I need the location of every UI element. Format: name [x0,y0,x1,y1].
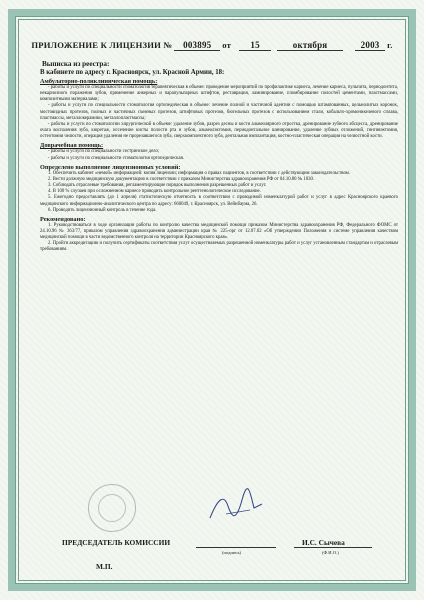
header-title: ПРИЛОЖЕНИЕ К ЛИЦЕНЗИИ № [31,40,173,50]
section-outpatient [26,78,398,140]
paragraph: - работы и услуги по стоматологии хирургической в объеме: удаление зубов, разрез десны и кости альвеолярного отростка, дренирование зубного абсцесса, дренирование очага воспаления зуба, кюретаж, иссечение кисты полости рта и зубов, альвеолэктомия, периодонтальное шинирование, удаление зубных отложений, гингивэктомия, остеотомия челюсти, операция удаления не прорезавшегося зуба, сверхкомплектного зуба, дентальная имплантация, костно-пластическая операция на челюстной кости. [40,121,398,140]
year-suffix: г. [387,40,393,50]
paragraph: - работы и услуги по специальности стоматология терапевтическая в объеме: проведение мероприятий по профилактике кариеса, лечение кариеса, пульпита, периодонтита, некариозного поражения зубов, применение анкерных и парапульпарных штифтов, реставрация, ламинирование, пломбирование полостей цементами, пластмассами, композитными материалами; [40,85,398,103]
signer-name: И.С. Сычева [302,538,345,547]
license-header [26,40,398,51]
name-line [294,547,372,548]
paragraph: 5. Ежегодно предоставлять (до 1 апреля) статистическую отчетность в соответствии с проводимой номенклатурой работ и услуг в адрес Красноярского краевого медицинского информационно-аналитического центра по адресу: 660049, г. Красноярск, ул. Вейнбаума, 26. [40,195,398,207]
extract-title: Выписка из реестра: [42,60,110,68]
signature-caption: (подпись) [222,550,242,555]
paragraph: - работы и услуги по специальности стоматология ортопедическая в объеме: лечение полной и частичной адентии с помощью штампованных, цельнолитых коронок, мостовидных протезов, полных и частичных съемных протезов, штифтовых протезов, бюгельных протезов с использованием стали, кобальто-хромоникелевого сплава, пластмассы, металлокерамики, металлопластмассы; [40,103,398,121]
paragraph: 2. Вести должную медицинскую документацию в соответствии с приказом Министерства здравоохранения РФ от 04.10.80 № 1030. [48,176,315,182]
section-recommended [26,216,398,254]
header-from: от [222,40,232,50]
paragraph: 4. В 100 % случаев при осложненном кариесе проводить контрольное рентгенологическое исследование. [48,189,261,195]
section-title: Определено выполнение лицензионных условий: [40,163,181,171]
section-license-conditions [26,164,398,214]
signature-block [26,534,398,574]
handwritten-signature-icon [206,488,266,526]
license-year: 2003 [355,40,385,51]
license-day: 15 [239,40,271,51]
paragraph: 1. Руководствоваться в ходе организации работы по контролю качества медицинской помощи приказом Министерства здравоохранения РФ, Федерального ФОМС от 24.10.96 № 363/77, приказом управления здравоохранения администрации края № 225-орг от 12.07.02 «Об утверждении Положения о системе управления качеством медицинской помощи в части ведомственного контроля на территории Красноярского края». [40,222,398,241]
paragraph: - работы и услуги по специальности сестринское дело; [48,149,160,155]
section-title: Рекомендовано: [40,215,86,223]
signature-line [196,547,276,548]
paragraph: 2. Пройти аккредитацию и получить сертификаты соответствия услуг осуществляемых разрешенной номенклатуры работ и услуг установленным стандартам и отраслевым требованиям. [40,241,398,253]
paragraph: 1. Обеспечить кабинет «немой» информацией: копия лицензии; информация о правах пациентов, в соответствии с действующим законодательством. [48,170,350,176]
license-number: 003895 [174,40,220,51]
license-month: октября [277,40,343,51]
section-title: Доврачебная помощь: [40,142,104,150]
official-seal-icon [88,484,136,532]
paragraph: 3. Соблюдать отраслевые требования, регламентирующие порядок выполнения разрешенных работ и услуг. [48,183,267,189]
section-prehospital [26,142,398,161]
clinic-address: В кабинете по адресу г. Красноярск, ул. Красной Армии, 18: [40,69,225,76]
section-title: Амбулаторно-поликлиническая помощь: [40,78,158,85]
name-caption: (Ф.И.О.) [322,550,339,555]
chairman-label: ПРЕДСЕДАТЕЛЬ КОМИССИИ [62,538,171,547]
stamp-place-label: М.П. [96,562,113,571]
paragraph: 6. Проводить лицензионный контроль в течение года. [48,207,157,213]
paragraph: - работы и услуги по специальности стоматология ортопедическая. [48,155,185,161]
